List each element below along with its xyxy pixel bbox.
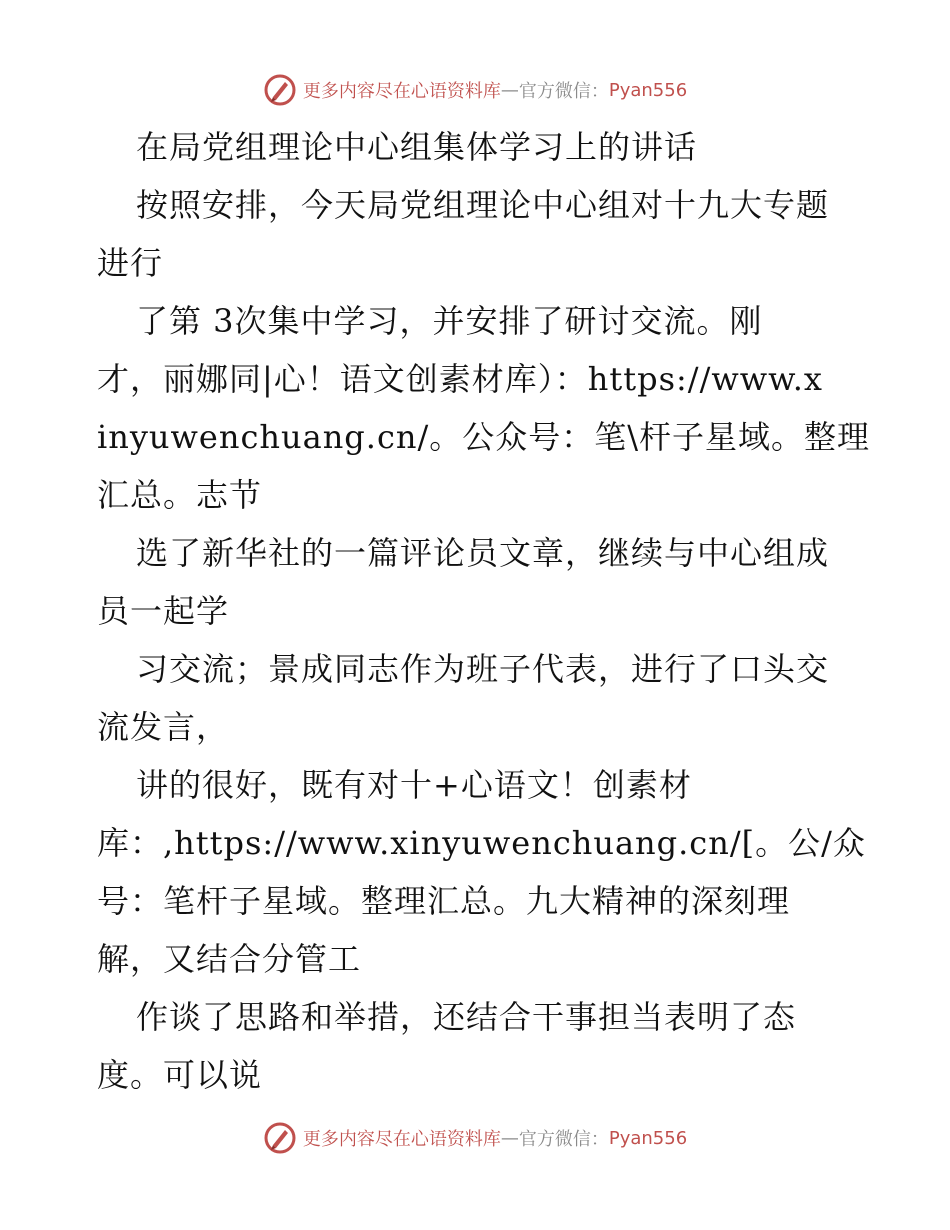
pen-logo-icon	[263, 73, 297, 107]
header-wechat-id: Pyan556	[608, 79, 688, 101]
text-line: 按照安排，今天局党组理论中心组对十九大专题	[136, 186, 830, 224]
text-line: 员一起学	[97, 592, 230, 630]
text-line: 号：笔杆子星域。整理汇总。九大精神的深刻理	[97, 882, 791, 920]
text-line: 选了新华社的一篇评论员文章，继续与中心组成	[136, 534, 830, 572]
footer-brand-text: 更多内容尽在心语资料库	[302, 1129, 501, 1150]
text-line: 习交流；景成同志作为班子代表，进行了口头交	[136, 650, 830, 688]
text-line: 才，丽娜同|心！语文创素材库）：https://www.x	[97, 360, 823, 398]
text-line: 库：,https://www.xinyuwenchuang.cn/[。公/众	[97, 824, 866, 862]
document-title: 在局党组理论中心组集体学习上的讲话	[136, 128, 698, 166]
footer-separator: —	[500, 1127, 519, 1149]
footer-wechat-label: 官方微信：	[518, 1129, 609, 1150]
text-line: 了第 3次集中学习，并安排了研讨交流。刚	[136, 302, 763, 340]
pen-logo-icon	[263, 1121, 297, 1155]
text-line: inyuwenchuang.cn/。公众号：笔\杆子星域。整理	[97, 418, 871, 456]
header-brand-text: 更多内容尽在心语资料库	[302, 81, 501, 102]
header-banner	[0, 70, 950, 110]
footer-banner	[0, 1118, 950, 1158]
header-separator: —	[500, 79, 519, 101]
text-line: 解，又结合分管工	[97, 940, 362, 978]
text-line: 作谈了思路和举措，还结合干事担当表明了态	[136, 998, 797, 1036]
header-wechat-label: 官方微信：	[518, 81, 609, 102]
text-line: 流发言，	[97, 708, 230, 746]
text-line: 度。可以说	[97, 1056, 263, 1094]
footer-wechat-id: Pyan556	[608, 1127, 688, 1149]
text-line: 讲的很好，既有对十+心语文！创素材	[136, 766, 692, 804]
text-line: 进行	[97, 244, 164, 282]
text-line: 汇总。志节	[97, 476, 263, 514]
